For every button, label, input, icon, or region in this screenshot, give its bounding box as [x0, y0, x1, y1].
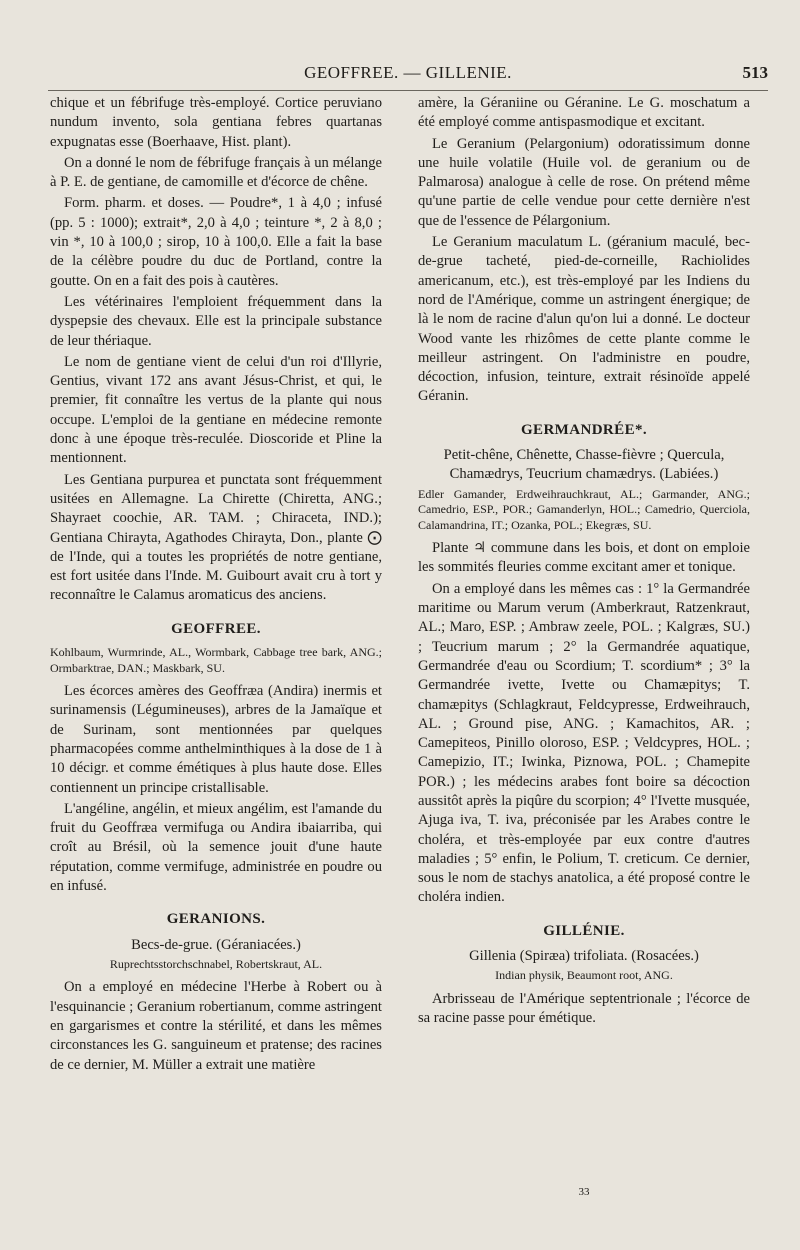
synonyms-line: Kohlbaum, Wurmrinde, AL., Wormbark, Cabbage tree bark, ANG.; Ormbarktrae, DAN.; Maskbark, SU. [50, 645, 382, 675]
paragraph: Les vétérinaires l'emploient fréquemment dans la dyspepsie des chevaux. Elle est la principale substance de leur thériaque. [50, 293, 382, 349]
synonyms-line: Indian physik, Beaumont root, ANG. [495, 968, 673, 983]
paragraph: L'angéline, angélin, et mieux angélim, est l'amande du fruit du Geoffræa vermifuga ou Andira ibaiarriba, qui croît au Brésil, où la semence jouit d'une haute réputation, comme vermifuge, administrée en poudre ou en infusé. [50, 800, 382, 894]
paragraph: Le Geranium maculatum L. (géranium maculé, bec-de-grue tacheté, pied-de-corneille, Rachiolides americanum, etc.), est très-employé par les Indiens du nord de l'Amérique, comme un astringent énergique; de là le nom de racine d'alun qu'on lui a donné. Le docteur Wood vante les rhizômes de cette plante comme le meilleur astringent. On l'administre en poudre, décoction, infusion, teinture, extrait résinoïde appelé Géranin. [418, 234, 750, 405]
page-number: 513 [742, 63, 768, 82]
running-header [48, 58, 768, 91]
paragraph: Les écorces amères des Geoffræa (Andira) inermis et surinamensis (Légumineuses), arbres de la Jamaïque et de Surinam, sont mentionnées par quelques pharmacopées comme anthelminthiques à la dose de 1 à 10 décigr. et comme émétiques à plus haute dose. Elles contiennent un principe cristallisable. [50, 683, 382, 796]
paragraph: On a employé dans les mêmes cas : 1° la Germandrée maritime ou Marum verum (Amberkraut, Ratzenkraut, AL.; Maro, ESP. ; Ambraw zeele, POL. ; Kalgræs, SU.) ; Teucrium marum ; 2° la Germandrée aquatique, Germandrée d'eau ou Scordium; T. scordium* ; 3° la Germandrée ivette, Ivette ou Chamæpitys; T. chamæpitys (Schlagkraut, Feldcypresse, Erdweihrauch, AL. ; Ground pise, ANG. ; Kamachitos, AR. ; Camepiteos, Pinillo oloroso, ESP. ; Veldcypres, HOL. ; Camepizio, IT.; Iwinka, Piznowa, POL. ; Chamepite POR.) ; les médecins arabes font boire sa décoction aussitôt après la piqûre du scorpion; 4° l'Ivette musquée, Ajuga iva, T. iva, préconisée par les Arabes contre le choléra, et très-employée par eux contre d'autres maladies ; 5° enfin, le Polium, T. creticum. Ce dernier, sous le nom de stachys anatolica, a été proposé contre le choléra indien. [418, 580, 750, 906]
section-heading: GEOFFREE. [171, 620, 261, 637]
section-heading: GERANIONS. [166, 911, 266, 928]
paragraph: On a donné le nom de fébrifuge français à un mélange à P. E. de gentiane, de camomille et d'écorce de chêne. [50, 154, 382, 191]
paragraph: chique et un fébrifuge très-employé. Cortice peruviano nundum invento, sola gentiana febres quartanas expugnatas esse (Boerhaave, Hist. plant). [50, 95, 382, 150]
paragraph: Arbrisseau de l'Amérique septentrionale ; l'écorce de sa racine passe pour émétique. [418, 990, 750, 1027]
paragraph: Les Gentiana purpurea et punctata sont fréquemment usitées en Allemagne. La Chirette (Chiretta, ANG.; Shayraet coochie, AR. TAM. ; Chiraceta, IND.); Gentiana Chirayta, Agathodes Chirayta, Don., plante ⨀ de l'Inde, qui a toutes les propriétés de notre gentiane, est fort usitée dans l'Inde. M. Guibourt avait cru à tort y reconnaître le Calamus aromaticus des anciens. [50, 471, 382, 604]
synonyms-line: Edler Gamander, Erdweihrauchkraut, AL.; Garmander, ANG.; Camedrio, ESP., POR.; Gamanderlyn, HOL.; Camedrio, Querciola, Calamandrina, IT.; Ozanka, POL.; Ekegræs, SU. [418, 486, 750, 532]
section-subtitle: Becs-de-grue. (Géraniacées.) [131, 936, 301, 953]
signature-mark: 33 [578, 1186, 590, 1198]
left-column [50, 94, 382, 1077]
running-title: GEOFFREE. — GILLENIE. [304, 63, 512, 82]
paragraph: amère, la Géraniine ou Géranine. Le G. moschatum a été employé comme antispasmodique et excitant. [418, 95, 750, 131]
paragraph: On a employé en médecine l'Herbe à Robert ou à l'esquinancie ; Geranium robertianum, comme astringent en gargarismes et contre la stérilité, et dans les mêmes circonstances les G. sanguineum et pratense; des racines de ce dernier, M. Müller a extrait une matière [50, 979, 382, 1073]
synonyms-line: Ruprechtsstorchschnabel, Robertskraut, AL. [109, 956, 323, 971]
right-column [418, 94, 750, 1030]
paragraph: Plante ♃ commune dans les bois, et dont on emploie les sommités fleuries comme excitant amer et tonique. [418, 540, 750, 576]
section-subtitle: Petit-chêne, Chênette, Chasse-fièvre ; Quercula, Chamædrys, Teucrium chamædrys. (Labiées.) [443, 447, 725, 483]
paragraph: Form. pharm. et doses. — Poudre*, 1 à 4,0 ; infusé (pp. 5 : 1000); extrait*, 2,0 à 4,0 ; teinture *, 2 à 8,0 ; vin *, 10 à 100,0 ; sirop, 10 à 100,0. Elle a fait la base de la célèbre poudre du duc de Portland, contre la goutte. On en a fait des pois à cautères. [50, 195, 382, 289]
section-heading: GILLÉNIE. [543, 922, 625, 939]
section-subtitle: Gillenia (Spiræa) trifoliata. (Rosacées.) [469, 948, 699, 965]
section-heading: GERMANDRÉE*. [520, 421, 648, 438]
paragraph: Le nom de gentiane vient de celui d'un roi d'Illyrie, Gentius, vivant 172 ans avant Jésus-Christ, et qui, le premier, fit connaître les vertus de la plante qui nous occupe. L'emploi de la gentiane en médecine remonte donc à une époque très-reculée. Dioscoride et Pline la mentionnent. [50, 353, 382, 467]
paragraph: Le Geranium (Pelargonium) odoratissimum donne une huile volatile (Huile vol. de geranium ou de Palmarosa) analogue à celle de rose. On prétend même qu'une partie de celle vendue pour cette dernière n'est que de l'essence de Pélargonium. [418, 135, 750, 229]
